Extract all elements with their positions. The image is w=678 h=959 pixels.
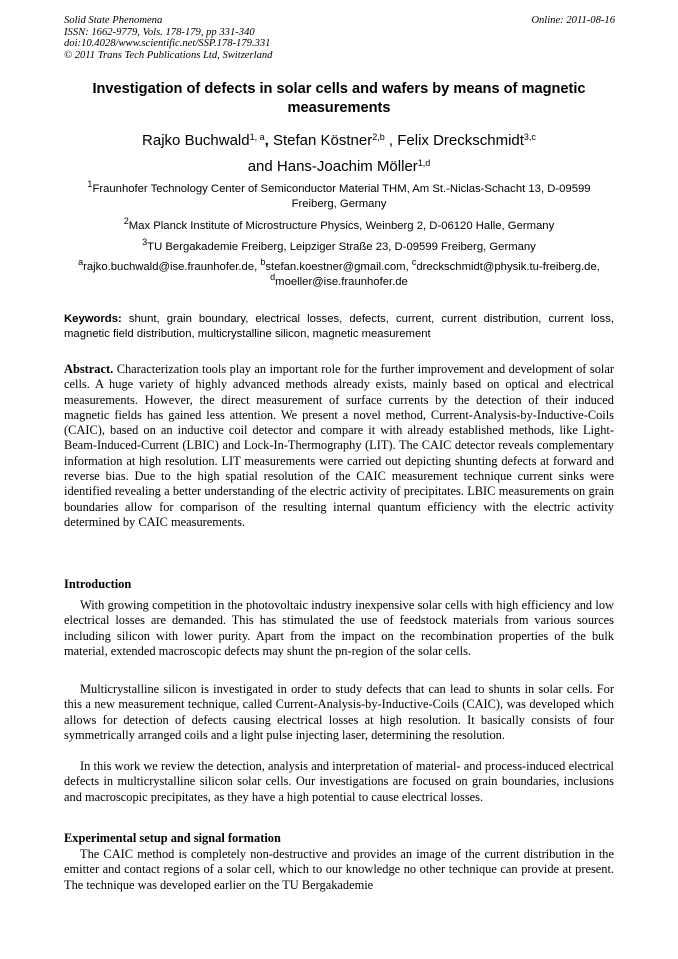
author-name: Hans-Joachim Möller	[276, 158, 418, 175]
author-name: Felix Dreckschmidt	[397, 132, 524, 149]
email-sup: c	[411, 257, 417, 268]
affiliation-sup: 2	[123, 216, 129, 227]
section-heading-introduction: Introduction	[64, 577, 132, 591]
intro-paragraph-1: With growing competition in the photovoltaic industry inexpensive solar cells with high efficiency and low electrical losses are demanded. This has stimulated the use of feedstock materials from various sources including silicon with lower purity. Apart from the impact on the recombination properties of the bulk material, extended macroscopic defects may shunt the pn-region of the solar cells.	[64, 598, 614, 658]
journal-doi: doi:10.4028/www.scientific.net/SSP.178-179.331	[64, 38, 271, 50]
affiliation	[64, 179, 614, 212]
email-sup: d	[270, 272, 276, 283]
author-sup: 3,c	[523, 132, 536, 143]
author-sup: 1,d	[417, 158, 431, 169]
abstract-text: Characterization tools play an important role for the further improvement and development of solar cells. A huge variety of highly advanced methods already exists, mainly based on optical and electrical measurements. However, the direct measurement of surface currents by the detection of their induced magnetic fields has gained less attention. We present a novel method, Current-Analysis-by-Inductive-Coils (CAIC), based on an inductive coil detector and compare it with already established methods, like Light-Beam-Induced-Current (LBIC) and Lock-In-Thermography (LIT). The CAIC detector reveals complementary information at high resolution. LIT measurements were carried out depicting shunting defects at forward and reverse bias. Due to the high spatial resolution of the CAIC measurement technique current sinks were identified revealing a better understanding of the electric activity of precipitates. LBIC measurements on grain boundaries allow for comparison of the resulting internal quantum efficiency with the electric activity determined by CAIC measurements.	[64, 362, 614, 529]
journal-copyright: © 2011 Trans Tech Publications Ltd, Switzerland	[64, 49, 273, 61]
journal-info	[64, 15, 272, 61]
journal-name: Solid State Phenomena	[64, 15, 163, 26]
paper-title: Investigation of defects in solar cells and wafers by means of magnetic measurements	[92, 81, 586, 116]
keywords-text: shunt, grain boundary, electrical losses, defects, current, current distribution, current loss, magnetic field distribution, multicrystalline silicon, magnetic measurement	[64, 313, 614, 340]
author-list	[64, 128, 614, 180]
email-link[interactable]: moeller@ise.fraunhofer.de	[275, 276, 408, 288]
intro-paragraph-3: In this work we review the detection, analysis and interpretation of material- and process-induced electrical defects in multicrystalline silicon solar cells. Our investigations are focused on grain boundaries, inclusions and macroscopic precipitates, as they have a high potential to cause electrical losses.	[64, 759, 614, 804]
abstract	[64, 362, 614, 530]
author-sup: 2,b	[372, 132, 385, 143]
experimental-paragraph-1: The CAIC method is completely non-destructive and provides an image of the current distribution in the emitter and contact regions of a solar cell, which to our knowledge no other technique can provide at present. The technique was developed earlier on the TU Bergakademie	[64, 847, 614, 892]
email-link[interactable]: stefan.koestner@gmail.com,	[265, 261, 409, 273]
email-sup: a	[78, 257, 84, 268]
author-name: Stefan Köstner	[272, 132, 373, 149]
email-sup: b	[260, 257, 266, 268]
affiliation-sup: 1	[87, 179, 93, 190]
keywords-label: Keywords:	[64, 313, 122, 325]
affiliation-sup: 3	[142, 237, 148, 248]
author-line-1: Rajko Buchwald$^{1, a}$, Stefan Köstner$^{2,b}$ , Felix Dreckschmidt$^{3,c}$	[142, 132, 536, 149]
affiliation-text: TU Bergakademie Freiberg, Leipziger Straße 23, D-09599 Freiberg, Germany	[147, 241, 536, 253]
affiliation	[64, 237, 614, 255]
intro-paragraph-2: Multicrystalline silicon is investigated in order to study defects that can lead to shunts in solar cells. For this a new measurement technique, called Current-Analysis-by-Inductive-Coils (CAIC), was developed which allows for detection of defects causing electrical losses at high resolution. It basically consists of four symmetrically arranged coils and a light pulse injecting laser, determining the resolution.	[64, 682, 614, 742]
keywords	[64, 312, 614, 342]
affiliation-text: Fraunhofer Technology Center of Semiconductor Material THM, Am St.-Niclas-Schacht 13, D-09599 Freiberg, Germany	[92, 183, 591, 210]
email-list	[64, 257, 614, 290]
author-line-2	[64, 154, 614, 180]
journal-issn: ISSN: 1662-9779, Vols. 178-179, pp 331-340	[64, 26, 255, 38]
affiliation-text: Max Planck Institute of Microstructure Physics, Weinberg 2, D-06120 Halle, Germany	[128, 220, 555, 232]
email-link[interactable]: rajko.buchwald@ise.fraunhofer.de,	[83, 261, 258, 273]
author-name: Rajko Buchwald	[142, 132, 250, 149]
online-date: Online: 2011-08-16	[531, 15, 615, 26]
abstract-label: Abstract.	[64, 362, 114, 376]
email-link[interactable]: dreckschmidt@physik.tu-freiberg.de,	[416, 261, 600, 273]
section-heading-experimental: Experimental setup and signal formation	[64, 831, 281, 845]
affiliation	[64, 216, 614, 234]
author-joiner: and	[247, 158, 273, 175]
author-sup: 1, a	[249, 132, 265, 143]
